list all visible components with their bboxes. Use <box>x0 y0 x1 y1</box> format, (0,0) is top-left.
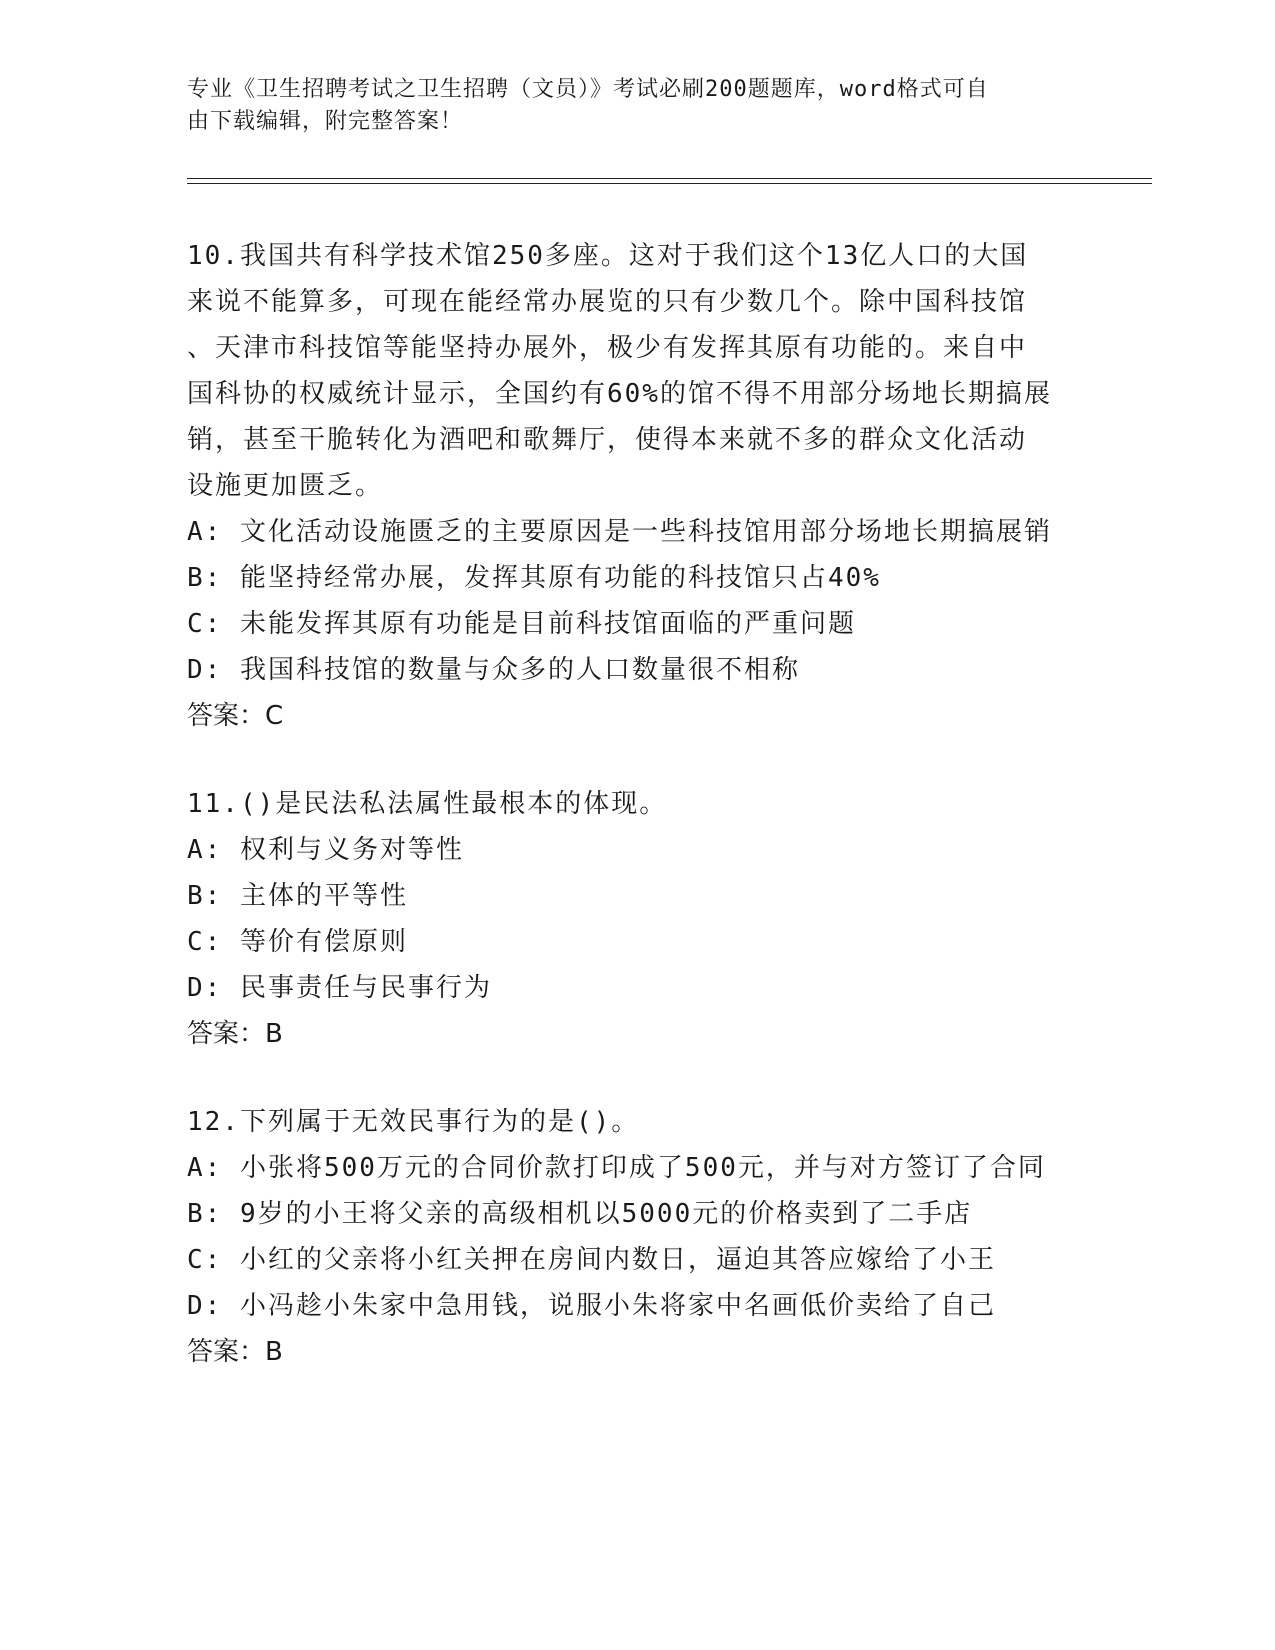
option-b: B: 主体的平等性 <box>187 881 408 911</box>
question-spacer <box>187 739 1087 781</box>
option-b: B: 能坚持经常办展，发挥其原有功能的科技馆只占40% <box>187 563 881 593</box>
question-spacer <box>187 1057 1087 1099</box>
answer: 答案：C <box>187 701 284 731</box>
option-d: D: 小冯趁小朱家中急用钱，说服小朱将家中名画低价卖给了自己 <box>187 1291 996 1321</box>
header-line-2: 由下载编辑，附完整答案！ <box>187 109 464 134</box>
header-divider-top <box>187 178 1152 179</box>
question-text-line: 销，甚至干脆转化为酒吧和歌舞厅，使得本来就不多的群众文化活动 <box>187 425 1028 455</box>
question-text-line: 设施更加匮乏。 <box>187 471 384 501</box>
answer: 答案：B <box>187 1019 283 1049</box>
option-a: A: 文化活动设施匮乏的主要原因是一些科技馆用部分场地长期搞展销 <box>187 517 1052 547</box>
option-c: C: 未能发挥其原有功能是目前科技馆面临的严重问题 <box>187 609 856 639</box>
question-10 <box>187 233 1087 739</box>
header-divider-bottom <box>187 183 1152 184</box>
option-c: C: 小红的父亲将小红关押在房间内数日，逼迫其答应嫁给了小王 <box>187 1245 996 1275</box>
document-header <box>187 74 1087 138</box>
question-text-line: 11.()是民法私法属性最根本的体现。 <box>187 789 668 819</box>
option-d: D: 民事责任与民事行为 <box>187 973 492 1003</box>
option-a: A: 小张将500万元的合同价款打印成了500元，并与对方签订了合同 <box>187 1153 1046 1183</box>
question-text-line: 12.下列属于无效民事行为的是()。 <box>187 1107 640 1137</box>
header-line-1: 专业《卫生招聘考试之卫生招聘（文员）》考试必刷200题题库，word格式可自 <box>187 77 989 102</box>
question-text-line: 10.我国共有科学技术馆250多座。这对于我们这个13亿人口的大国 <box>187 241 1029 271</box>
question-11 <box>187 781 1087 1057</box>
option-c: C: 等价有偿原则 <box>187 927 408 957</box>
question-text-line: 、天津市科技馆等能坚持办展外，极少有发挥其原有功能的。来自中 <box>187 333 1028 363</box>
question-text-line: 来说不能算多，可现在能经常办展览的只有少数几个。除中国科技馆 <box>187 287 1028 317</box>
question-list <box>187 233 1087 1375</box>
question-12 <box>187 1099 1087 1375</box>
question-text-line: 国科协的权威统计显示，全国约有60%的馆不得不用部分场地长期搞展 <box>187 379 1052 409</box>
answer: 答案：B <box>187 1337 283 1367</box>
option-a: A: 权利与义务对等性 <box>187 835 464 865</box>
option-d: D: 我国科技馆的数量与众多的人口数量很不相称 <box>187 655 800 685</box>
option-b: B: 9岁的小王将父亲的高级相机以5000元的价格卖到了二手店 <box>187 1199 973 1229</box>
